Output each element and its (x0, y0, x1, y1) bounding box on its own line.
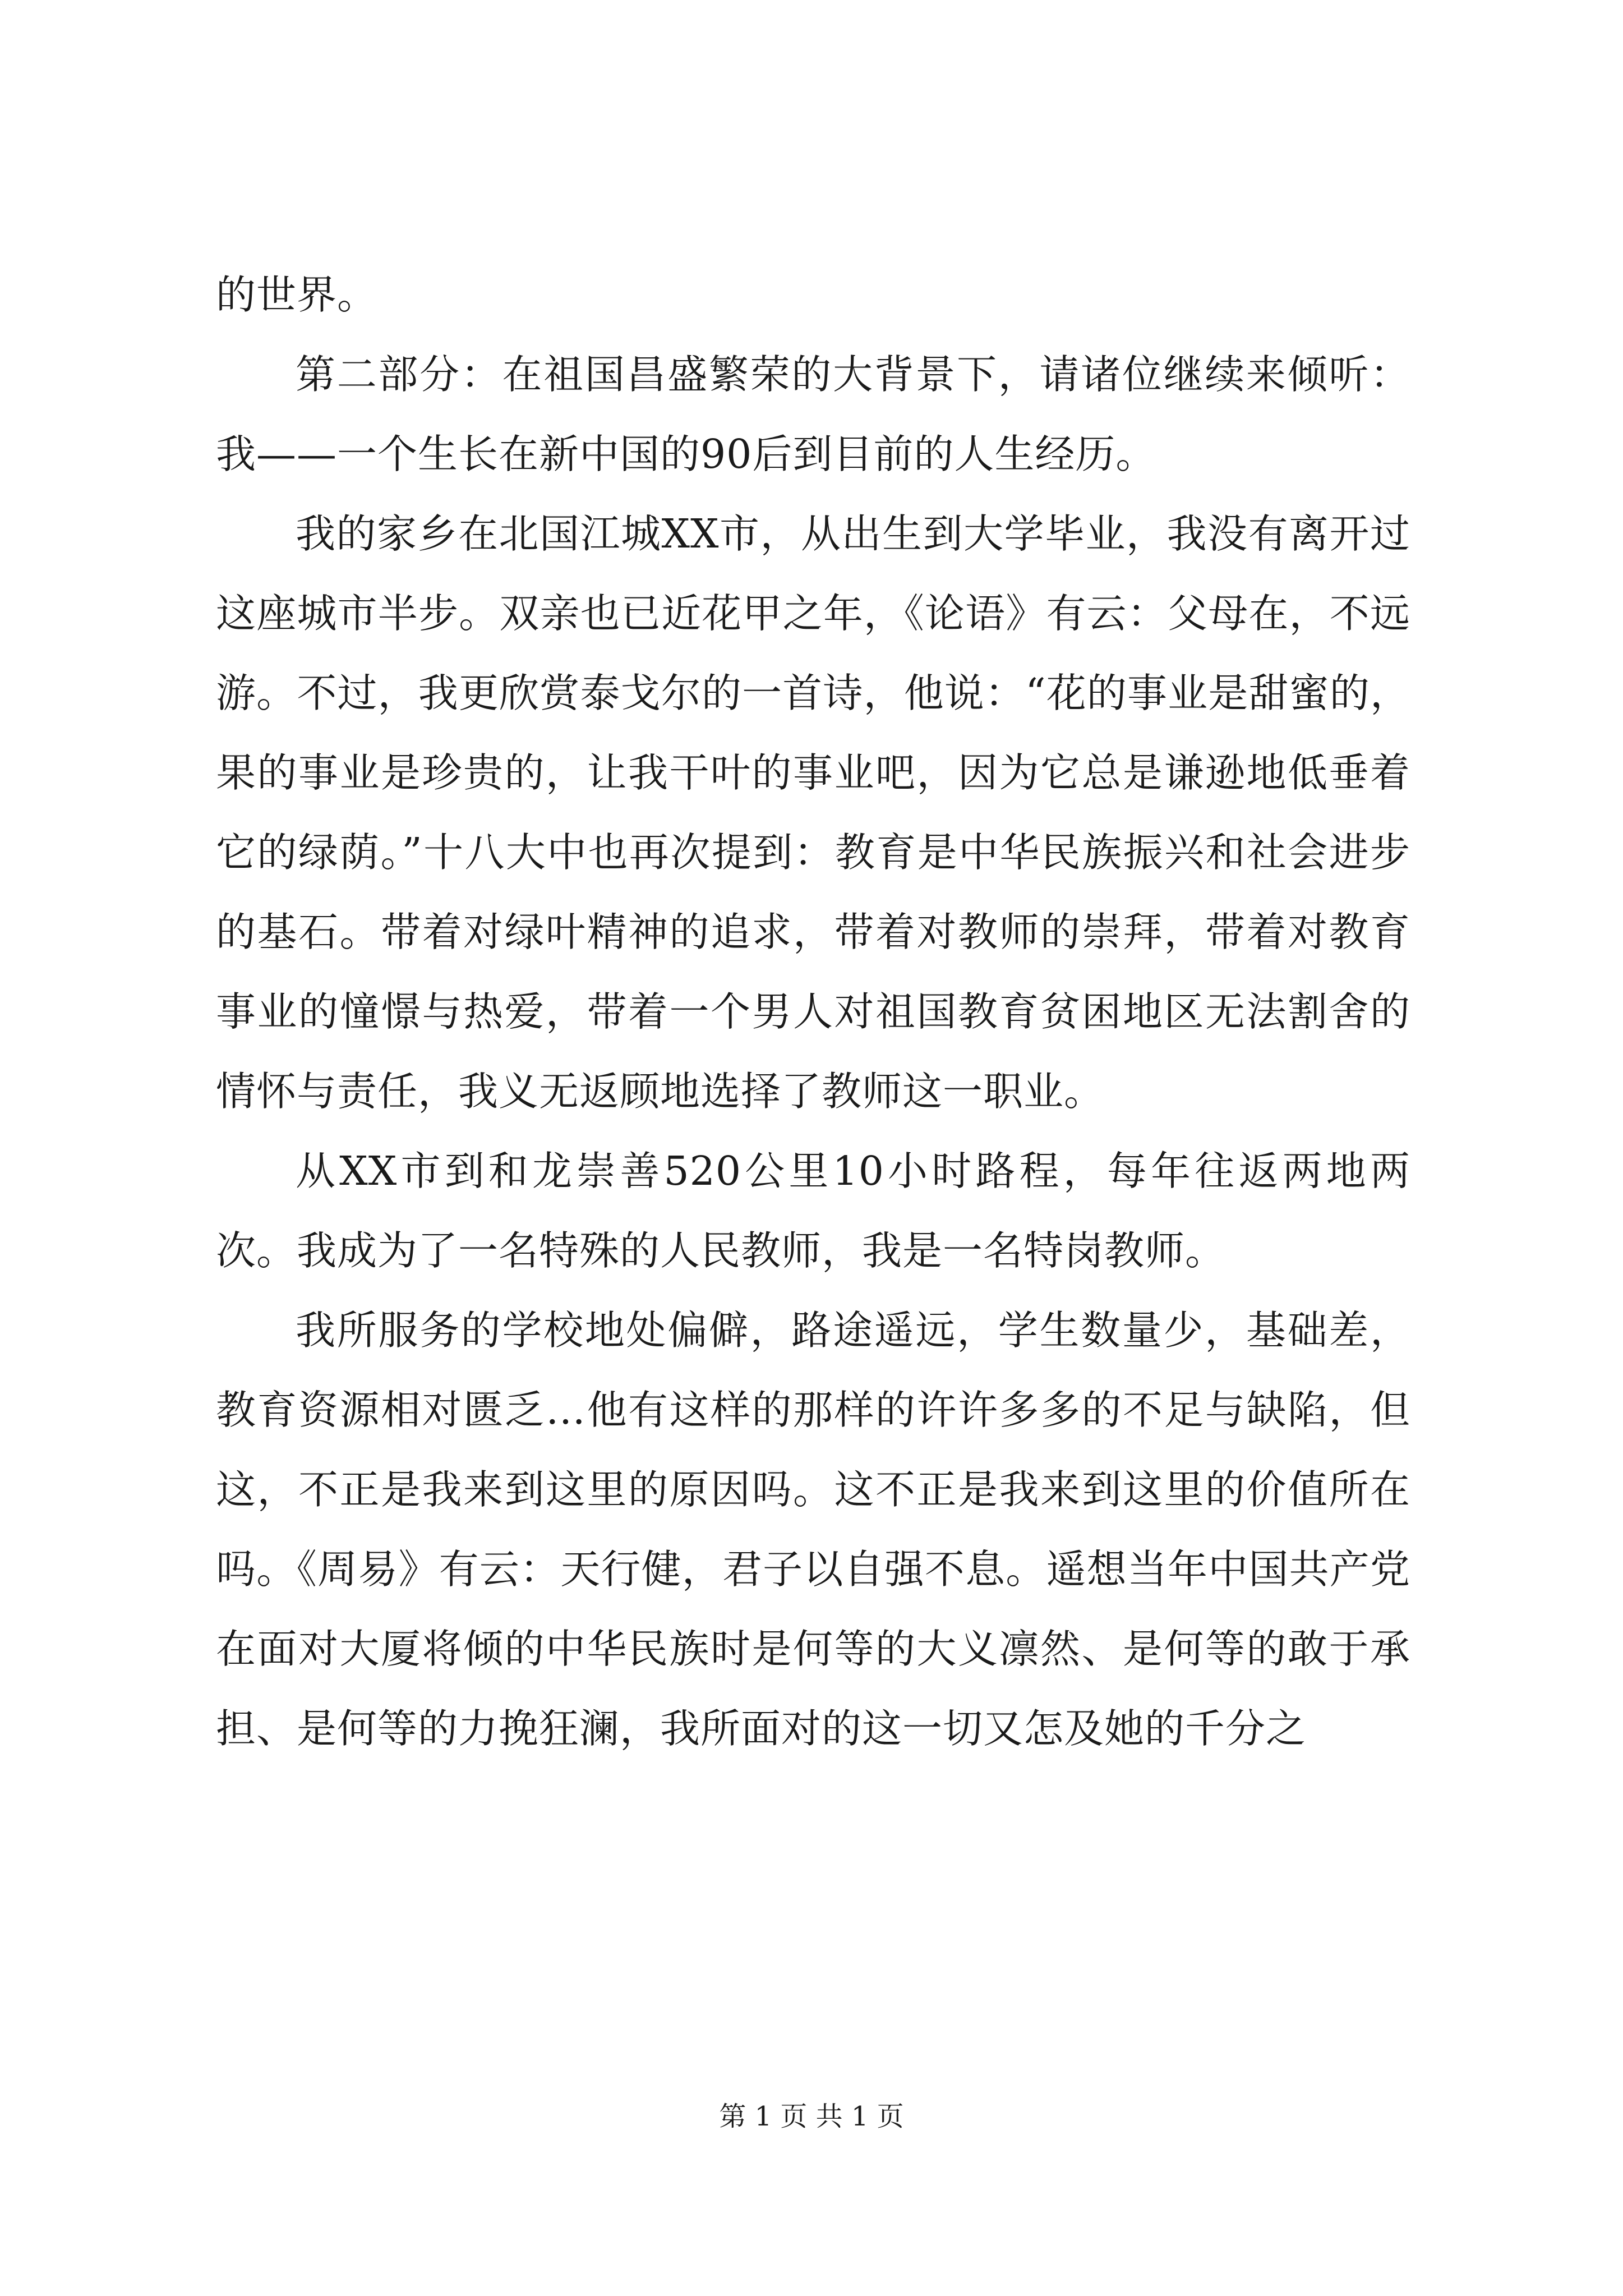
paragraph-continuation: 的世界。 (216, 272, 378, 318)
page-footer: 第 1 页 共 1 页 (719, 2101, 904, 2132)
paragraph-journey: 从XX市到和龙崇善520公里10小时路程，每年往返两地两次。我成为了一名特殊的人民教师，我是一名特岗教师。 (216, 1148, 1410, 1274)
document-body (216, 255, 1410, 1769)
paragraph-school: 我所服务的学校地处偏僻，路途遥远，学生数量少，基础差，教育资源相对匮乏…他有这样的那样的许许多多的不足与缺陷，但这，不正是我来到这里的原因吗。这不正是我来到这里的价值所在吗。《周易》有云：天行健，君子以自强不息。遥想当年中国共产党在面对大厦将倾的中华民族时是何等的大义凛然、是何等的敢于承担、是何等的力挽狂澜，我所面对的这一切又怎及她的千分之 (216, 1307, 1410, 1752)
paragraph-hometown: 我的家乡在北国江城XX市，从出生到大学毕业，我没有离开过这座城市半步。双亲也已近花甲之年，《论语》有云：父母在，不远游。不过，我更欣赏泰戈尔的一首诗，他说：“花的事业是甜蜜的，果的事业是珍贵的，让我干叶的事业吧，因为它总是谦逊地低垂着它的绿荫。”十八大中也再次提到：教育是中华民族振兴和社会进步的基石。带着对绿叶精神的追求，带着对教师的崇拜，带着对教育事业的憧憬与热爱，带着一个男人对祖国教育贫困地区无法割舍的情怀与责任，我义无返顾地选择了教师这一职业。 (216, 510, 1410, 1115)
paragraph-part-two: 第二部分：在祖国昌盛繁荣的大背景下，请诸位继续来倾听：我——一个生长在新中国的90后到目前的人生经历。 (216, 351, 1410, 477)
